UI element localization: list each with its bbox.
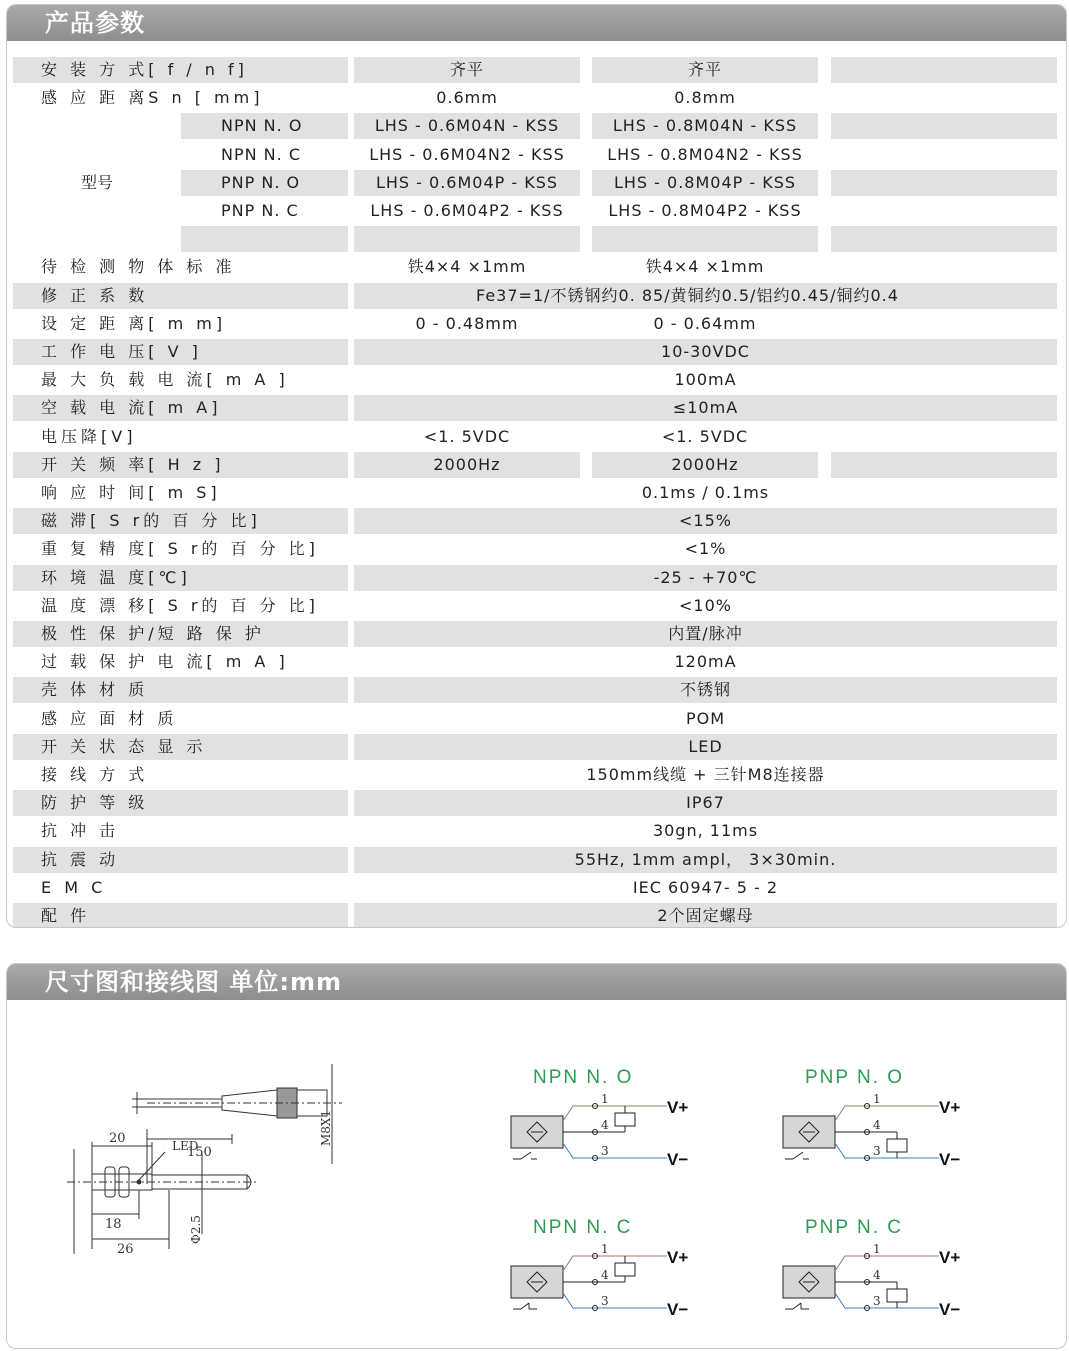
dim-phi: Φ2.5 bbox=[189, 1215, 203, 1244]
param-value-a: <1. 5VDC bbox=[423, 427, 511, 446]
param-value-span: IEC 60947- 5 - 2 bbox=[632, 878, 779, 897]
param-value-a: 0 - 0.48mm bbox=[415, 314, 519, 333]
param-label: 环 境 温 度[℃] bbox=[13, 565, 348, 591]
param-value-empty bbox=[831, 424, 1057, 450]
param-value-empty bbox=[831, 57, 1057, 83]
param-label: 最 大 负 载 电 流[ m A ] bbox=[41, 370, 289, 389]
param-value-b: 2000Hz bbox=[592, 452, 818, 478]
wiring-title: NPN N. O bbox=[533, 1067, 634, 1088]
param-label: 响 应 时 间[ m S] bbox=[41, 483, 221, 502]
param-value-b: <1. 5VDC bbox=[661, 427, 749, 446]
param-value-span: ≤10mA bbox=[354, 395, 1057, 421]
param-value-empty bbox=[831, 452, 1057, 478]
model-type-label bbox=[181, 226, 348, 252]
param-value-b: 铁4×4 ×1mm bbox=[645, 257, 765, 276]
param-label: 工 作 电 压[ V ] bbox=[13, 339, 348, 365]
param-label: 防 护 等 级 bbox=[13, 790, 348, 816]
wiring-title: NPN N. C bbox=[533, 1217, 633, 1238]
model-label: 型号 bbox=[13, 113, 181, 252]
pin-4-label: 4 bbox=[873, 1268, 881, 1282]
param-value-span: 内置/脉冲 bbox=[354, 621, 1057, 647]
param-value-a: 2000Hz bbox=[354, 452, 580, 478]
dim-20: 20 bbox=[109, 1131, 126, 1146]
model-type-label: PNP N. C bbox=[221, 201, 299, 220]
param-label: 感 应 面 材 质 bbox=[41, 709, 178, 728]
param-value-a: LHS - 0.6M04P2 - KSS bbox=[370, 201, 564, 220]
dim-26: 26 bbox=[117, 1242, 134, 1257]
load-symbol bbox=[887, 1139, 907, 1152]
v-plus-label: V+ bbox=[939, 1098, 961, 1117]
section-title: 尺寸图和接线图 单位:mm bbox=[7, 964, 1066, 1000]
param-label: 设 定 距 离[ m m] bbox=[41, 314, 227, 333]
param-value-empty bbox=[831, 226, 1057, 252]
param-label: 磁 滞[ S r的 百 分 比] bbox=[13, 508, 348, 534]
param-value-empty bbox=[831, 198, 1057, 224]
pin-3-label: 3 bbox=[873, 1144, 881, 1158]
pin-1-label: 1 bbox=[873, 1092, 881, 1106]
param-label: 感 应 距 离S n [ mm] bbox=[41, 88, 264, 107]
v-minus-label: V− bbox=[667, 1300, 689, 1319]
param-value-empty bbox=[831, 85, 1057, 111]
led-label: LED bbox=[172, 1139, 199, 1153]
wiring-title: PNP N. C bbox=[805, 1217, 904, 1238]
param-value-span: 120mA bbox=[674, 652, 737, 671]
model-type-label: NPN N. O bbox=[181, 113, 348, 139]
param-value-span: <1% bbox=[684, 539, 727, 558]
dimension-wiring-panel bbox=[6, 963, 1067, 1349]
param-value-a: 铁4×4 ×1mm bbox=[407, 257, 527, 276]
load-symbol bbox=[615, 1263, 635, 1276]
dim-m8: M8X1 bbox=[319, 1109, 333, 1146]
v-minus-label: V− bbox=[667, 1150, 689, 1169]
param-value-span: 0.1ms / 0.1ms bbox=[641, 483, 770, 502]
model-type-label: NPN N. C bbox=[221, 145, 301, 164]
param-label: 重 复 精 度[ S r的 百 分 比] bbox=[41, 539, 319, 558]
load-symbol bbox=[615, 1113, 635, 1126]
wiring-diagram bbox=[507, 1059, 707, 1189]
param-label: 空 载 电 流[ m A] bbox=[13, 395, 348, 421]
param-value-span: 30gn, 11ms bbox=[652, 821, 759, 840]
pin-4-label: 4 bbox=[601, 1268, 609, 1282]
param-value-b: LHS - 0.8M04N - KSS bbox=[592, 113, 818, 139]
v-plus-label: V+ bbox=[667, 1248, 689, 1267]
param-value-b: LHS - 0.8M04N2 - KSS bbox=[607, 145, 803, 164]
param-label: 待 检 测 物 体 标 准 bbox=[41, 257, 236, 276]
param-value-span: IP67 bbox=[354, 790, 1057, 816]
param-label: 接 线 方 式 bbox=[41, 765, 149, 784]
param-value-empty bbox=[831, 254, 1057, 280]
param-value-span: <15% bbox=[354, 508, 1057, 534]
param-value-span: POM bbox=[685, 709, 726, 728]
pin-4-label: 4 bbox=[601, 1118, 609, 1132]
pin-1-label: 1 bbox=[601, 1092, 609, 1106]
param-value-span: Fe37=1/不锈钢约0. 85/黄铜约0.5/铝约0.45/铜约0.4 bbox=[354, 283, 1057, 309]
param-value-span: <10% bbox=[679, 596, 732, 615]
param-value-span: -25 - +70℃ bbox=[354, 565, 1057, 591]
pin-4-label: 4 bbox=[873, 1118, 881, 1132]
param-value-b: 0 - 0.64mm bbox=[653, 314, 757, 333]
section-title: 产品参数 bbox=[7, 5, 1066, 41]
param-label: 开 关 状 态 显 示 bbox=[13, 734, 348, 760]
pin-3-label: 3 bbox=[601, 1294, 609, 1308]
v-minus-label: V− bbox=[939, 1300, 961, 1319]
param-value-empty bbox=[831, 113, 1057, 139]
param-value-b: 齐平 bbox=[592, 57, 818, 83]
load-symbol bbox=[887, 1289, 907, 1302]
parameter-table bbox=[7, 5, 1066, 927]
product-parameters-panel bbox=[6, 4, 1067, 928]
pin-1-label: 1 bbox=[873, 1242, 881, 1256]
param-label: 开 关 频 率[ H z ] bbox=[13, 452, 348, 478]
param-label: 温 度 漂 移[ S r的 百 分 比] bbox=[41, 596, 319, 615]
param-value-b: LHS - 0.8M04P2 - KSS bbox=[608, 201, 802, 220]
param-value-span: 150mm线缆 + 三针M8连接器 bbox=[586, 765, 825, 784]
pin-3-label: 3 bbox=[601, 1144, 609, 1158]
param-value-a: LHS - 0.6M04N - KSS bbox=[354, 113, 580, 139]
param-value-a: LHS - 0.6M04N2 - KSS bbox=[369, 145, 565, 164]
dim-18: 18 bbox=[105, 1217, 122, 1232]
dim-150: 150 bbox=[187, 1145, 212, 1160]
param-label: 电压降[V] bbox=[41, 427, 137, 446]
param-label: 修 正 系 数 bbox=[13, 283, 348, 309]
wiring-diagram bbox=[779, 1059, 979, 1189]
wiring-title: PNP N. O bbox=[805, 1067, 905, 1088]
pin-1-label: 1 bbox=[601, 1242, 609, 1256]
v-plus-label: V+ bbox=[667, 1098, 689, 1117]
param-label: 安 装 方 式[ f / n f] bbox=[13, 57, 348, 83]
param-value-span: 100mA bbox=[674, 370, 737, 389]
param-value-b bbox=[592, 226, 818, 252]
param-label: 壳 体 材 质 bbox=[13, 677, 348, 703]
v-minus-label: V− bbox=[939, 1150, 961, 1169]
param-value-span: LED bbox=[354, 734, 1057, 760]
model-type-label: PNP N. O bbox=[181, 170, 348, 196]
param-value-a: 齐平 bbox=[354, 57, 580, 83]
param-value-empty bbox=[831, 142, 1057, 168]
param-value-empty bbox=[831, 311, 1057, 337]
param-value-span: 55Hz, 1mm ampl， 3×30min. bbox=[354, 847, 1057, 873]
param-value-span: 10-30VDC bbox=[354, 339, 1057, 365]
param-value-span: 2个固定螺母 bbox=[354, 903, 1057, 928]
param-label: 抗 冲 击 bbox=[41, 821, 120, 840]
param-label: 极 性 保 护/短 路 保 护 bbox=[13, 621, 348, 647]
param-value-a: 0.6mm bbox=[436, 88, 498, 107]
param-value-b: 0.8mm bbox=[674, 88, 736, 107]
param-label: 抗 震 动 bbox=[13, 847, 348, 873]
param-value-b: LHS - 0.8M04P - KSS bbox=[592, 170, 818, 196]
v-plus-label: V+ bbox=[939, 1248, 961, 1267]
param-label: E M C bbox=[41, 878, 107, 897]
param-label: 过 载 保 护 电 流[ m A ] bbox=[41, 652, 289, 671]
param-value-a bbox=[354, 226, 580, 252]
param-label: 配 件 bbox=[13, 903, 348, 928]
dimension-drawing bbox=[47, 1054, 357, 1304]
param-value-span: 不锈钢 bbox=[354, 677, 1057, 703]
wiring-diagram bbox=[507, 1209, 707, 1339]
param-value-empty bbox=[831, 170, 1057, 196]
param-value-a: LHS - 0.6M04P - KSS bbox=[354, 170, 580, 196]
pin-3-label: 3 bbox=[873, 1294, 881, 1308]
wiring-diagram bbox=[779, 1209, 979, 1339]
